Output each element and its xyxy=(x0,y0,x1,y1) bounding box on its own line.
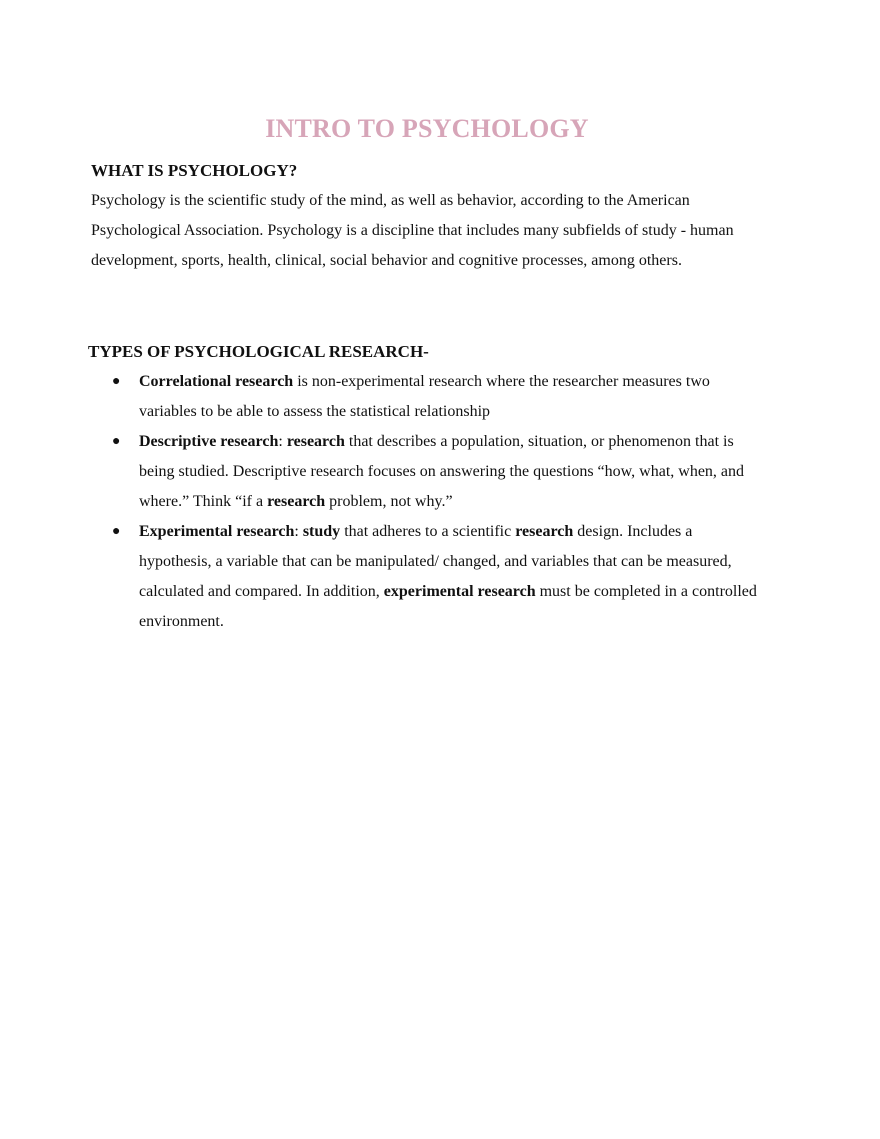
bullet-icon: ● xyxy=(112,434,121,449)
item-text: must be completed in a controlled environment. xyxy=(139,583,757,630)
intro-paragraph: Psychology is the scientific study of the mind, as well as behavior, according to the American Psychological Association. Psychology is a discipline that includes many subfields of study - human development, sports, health, clinical, social behavior and cognitive processes, among others. xyxy=(91,192,734,269)
item-bold-word: study xyxy=(302,523,341,540)
bullet-icon: ● xyxy=(112,374,121,389)
item-bold-word: research xyxy=(267,493,326,510)
research-types-list xyxy=(0,367,880,637)
list-item-descriptive xyxy=(0,427,764,517)
section-heading-research-types: TYPES OF PSYCHOLOGICAL RESEARCH- xyxy=(88,342,429,361)
item-bold-word: research xyxy=(286,433,345,450)
list-item-correlational xyxy=(0,367,764,427)
document-title: INTRO TO PSYCHOLOGY xyxy=(265,114,589,143)
item-separator: : xyxy=(294,523,303,540)
item-bold-phrase: experimental research xyxy=(383,583,536,600)
section-heading-what-is-psychology: WHAT IS PSYCHOLOGY? xyxy=(91,161,298,180)
item-text: that describes a population, situation, or phenomenon that is being studied. Descriptive research focuses on answering the questions “how, what, when, and where.” Think “if a xyxy=(139,433,745,510)
term-experimental: Experimental research xyxy=(139,523,295,540)
item-text: design. Includes a hypothesis, a variable that can be manipulated/ changed, and variables that can be measured, calculated and compared. In addition, xyxy=(139,523,732,600)
list-item-experimental xyxy=(0,517,764,637)
term-correlational: Correlational research xyxy=(139,373,294,390)
item-text: problem, not why.” xyxy=(325,493,453,510)
item-bold-word: research xyxy=(515,523,574,540)
item-text: is non-experimental research where the researcher measures two variables to be able to assess the statistical relationship xyxy=(139,373,710,420)
item-separator: : xyxy=(278,433,287,450)
item-text: that adheres to a scientific xyxy=(340,523,516,540)
bullet-icon: ● xyxy=(112,524,121,539)
term-descriptive: Descriptive research xyxy=(139,433,279,450)
